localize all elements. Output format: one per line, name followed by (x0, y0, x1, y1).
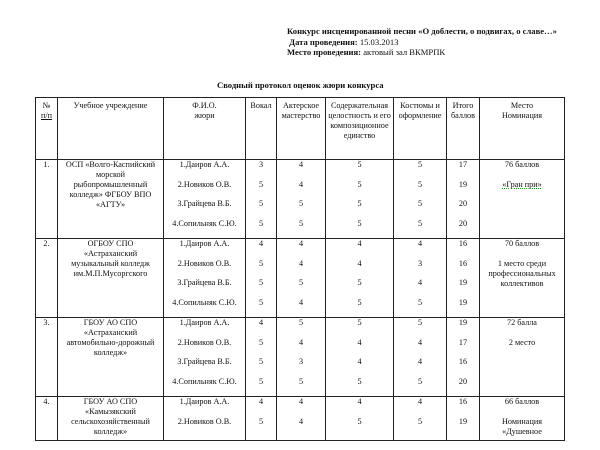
institution-cell: ГБОУ АО СПО «Камызякский сельскохозяйственный колледж» (58, 397, 164, 441)
table-row (36, 397, 565, 441)
acting-cell: 5 4 3 5 (277, 318, 326, 397)
venue-value: актовый зал ВКМРПК (363, 47, 446, 57)
costumes-cell: 5 5 5 5 (394, 160, 447, 239)
content-cell: 4 4 5 5 (326, 239, 394, 318)
contest-venue (287, 47, 557, 58)
col-acting: Актерское мастерство (277, 98, 326, 160)
col-total: Итого баллов (447, 98, 480, 160)
costumes-cell: 4 3 4 5 (394, 239, 447, 318)
date-label: Дата проведения: (289, 36, 358, 47)
institution-cell: ГБОУ АО СПО «Астраханский автомобильно-дорожный колледж» (58, 318, 164, 397)
row-number: 3. (36, 318, 58, 397)
col-content: Содержательная целостность и его композиционное единство (326, 98, 394, 160)
row-number: 2. (36, 239, 58, 318)
table-row (36, 318, 565, 397)
table-row (36, 160, 565, 239)
place-cell: 66 баллов Номинация «Душевное (480, 397, 565, 441)
content-cell: 5 4 4 5 (326, 318, 394, 397)
content-cell: 4 5 (326, 397, 394, 441)
jury-cell: 1.Даиров А.А. 2.Новиков О.В. 3.Грайцева В.Б. 4.Сопильняк С.Ю. (164, 160, 246, 239)
institution-cell: ОГБОУ СПО «Астраханский музыкальный колледж им.М.П.Мусоргского (58, 239, 164, 318)
jury-cell: 1.Даиров А.А. 2.Новиков О.В. (164, 397, 246, 441)
table-header-row (36, 98, 565, 160)
col-costumes: Костюмы и оформление (394, 98, 447, 160)
total-cell: 16 19 (447, 397, 480, 441)
place-cell: 70 баллов 1 место среди профессиональных коллективов (480, 239, 565, 318)
table-row (36, 239, 565, 318)
costumes-cell: 4 5 (394, 397, 447, 441)
protocol-title: Сводный протокол оценок жюри конкурса (217, 80, 384, 90)
vocal-cell: 4 5 (246, 397, 277, 441)
row-number: 1. (36, 160, 58, 239)
acting-cell: 4 4 5 4 (277, 239, 326, 318)
institution-cell: ОСП «Волго-Каспийский морской рыбопромышленный колледж» ФГБОУ ВПО «АГТУ» (58, 160, 164, 239)
place-cell: 72 балла 2 место (480, 318, 565, 397)
contest-title: Конкурс инсценированной песни «О доблести, о подвигах, о славе…» (287, 26, 557, 36)
col-number: № п/п (36, 98, 58, 160)
content-cell: 5 5 5 5 (326, 160, 394, 239)
total-cell: 19 17 16 20 (447, 318, 480, 397)
col-vocal: Вокал (246, 98, 277, 160)
vocal-cell: 3 5 5 5 (246, 160, 277, 239)
col-place: Место Номинация (480, 98, 565, 160)
acting-cell: 4 4 5 5 (277, 160, 326, 239)
total-cell: 17 19 20 20 (447, 160, 480, 239)
col-fio: Ф.И.О. жюри (164, 98, 246, 160)
contest-header (287, 26, 557, 58)
row-number: 4. (36, 397, 58, 441)
acting-cell: 4 4 (277, 397, 326, 441)
place-cell: 76 баллов «Гран при» (480, 160, 565, 239)
vocal-cell: 4 5 5 5 (246, 239, 277, 318)
results-table (35, 97, 565, 441)
jury-cell: 1.Даиров А.А. 2.Новиков О.В. 3.Грайцева В.Б. 4.Сопильняк С.Ю. (164, 239, 246, 318)
contest-date (287, 37, 557, 48)
total-cell: 16 16 19 19 (447, 239, 480, 318)
date-value: 15.03.2013 (359, 36, 399, 47)
jury-cell: 1.Даиров А.А. 2.Новиков О.В. 3.Грайцева В.Б. 4.Сопильняк С.Ю. (164, 318, 246, 397)
col-institution: Учебное учреждение (58, 98, 164, 160)
vocal-cell: 4 5 5 5 (246, 318, 277, 397)
venue-label: Место проведения: (287, 47, 362, 57)
costumes-cell: 5 4 4 5 (394, 318, 447, 397)
